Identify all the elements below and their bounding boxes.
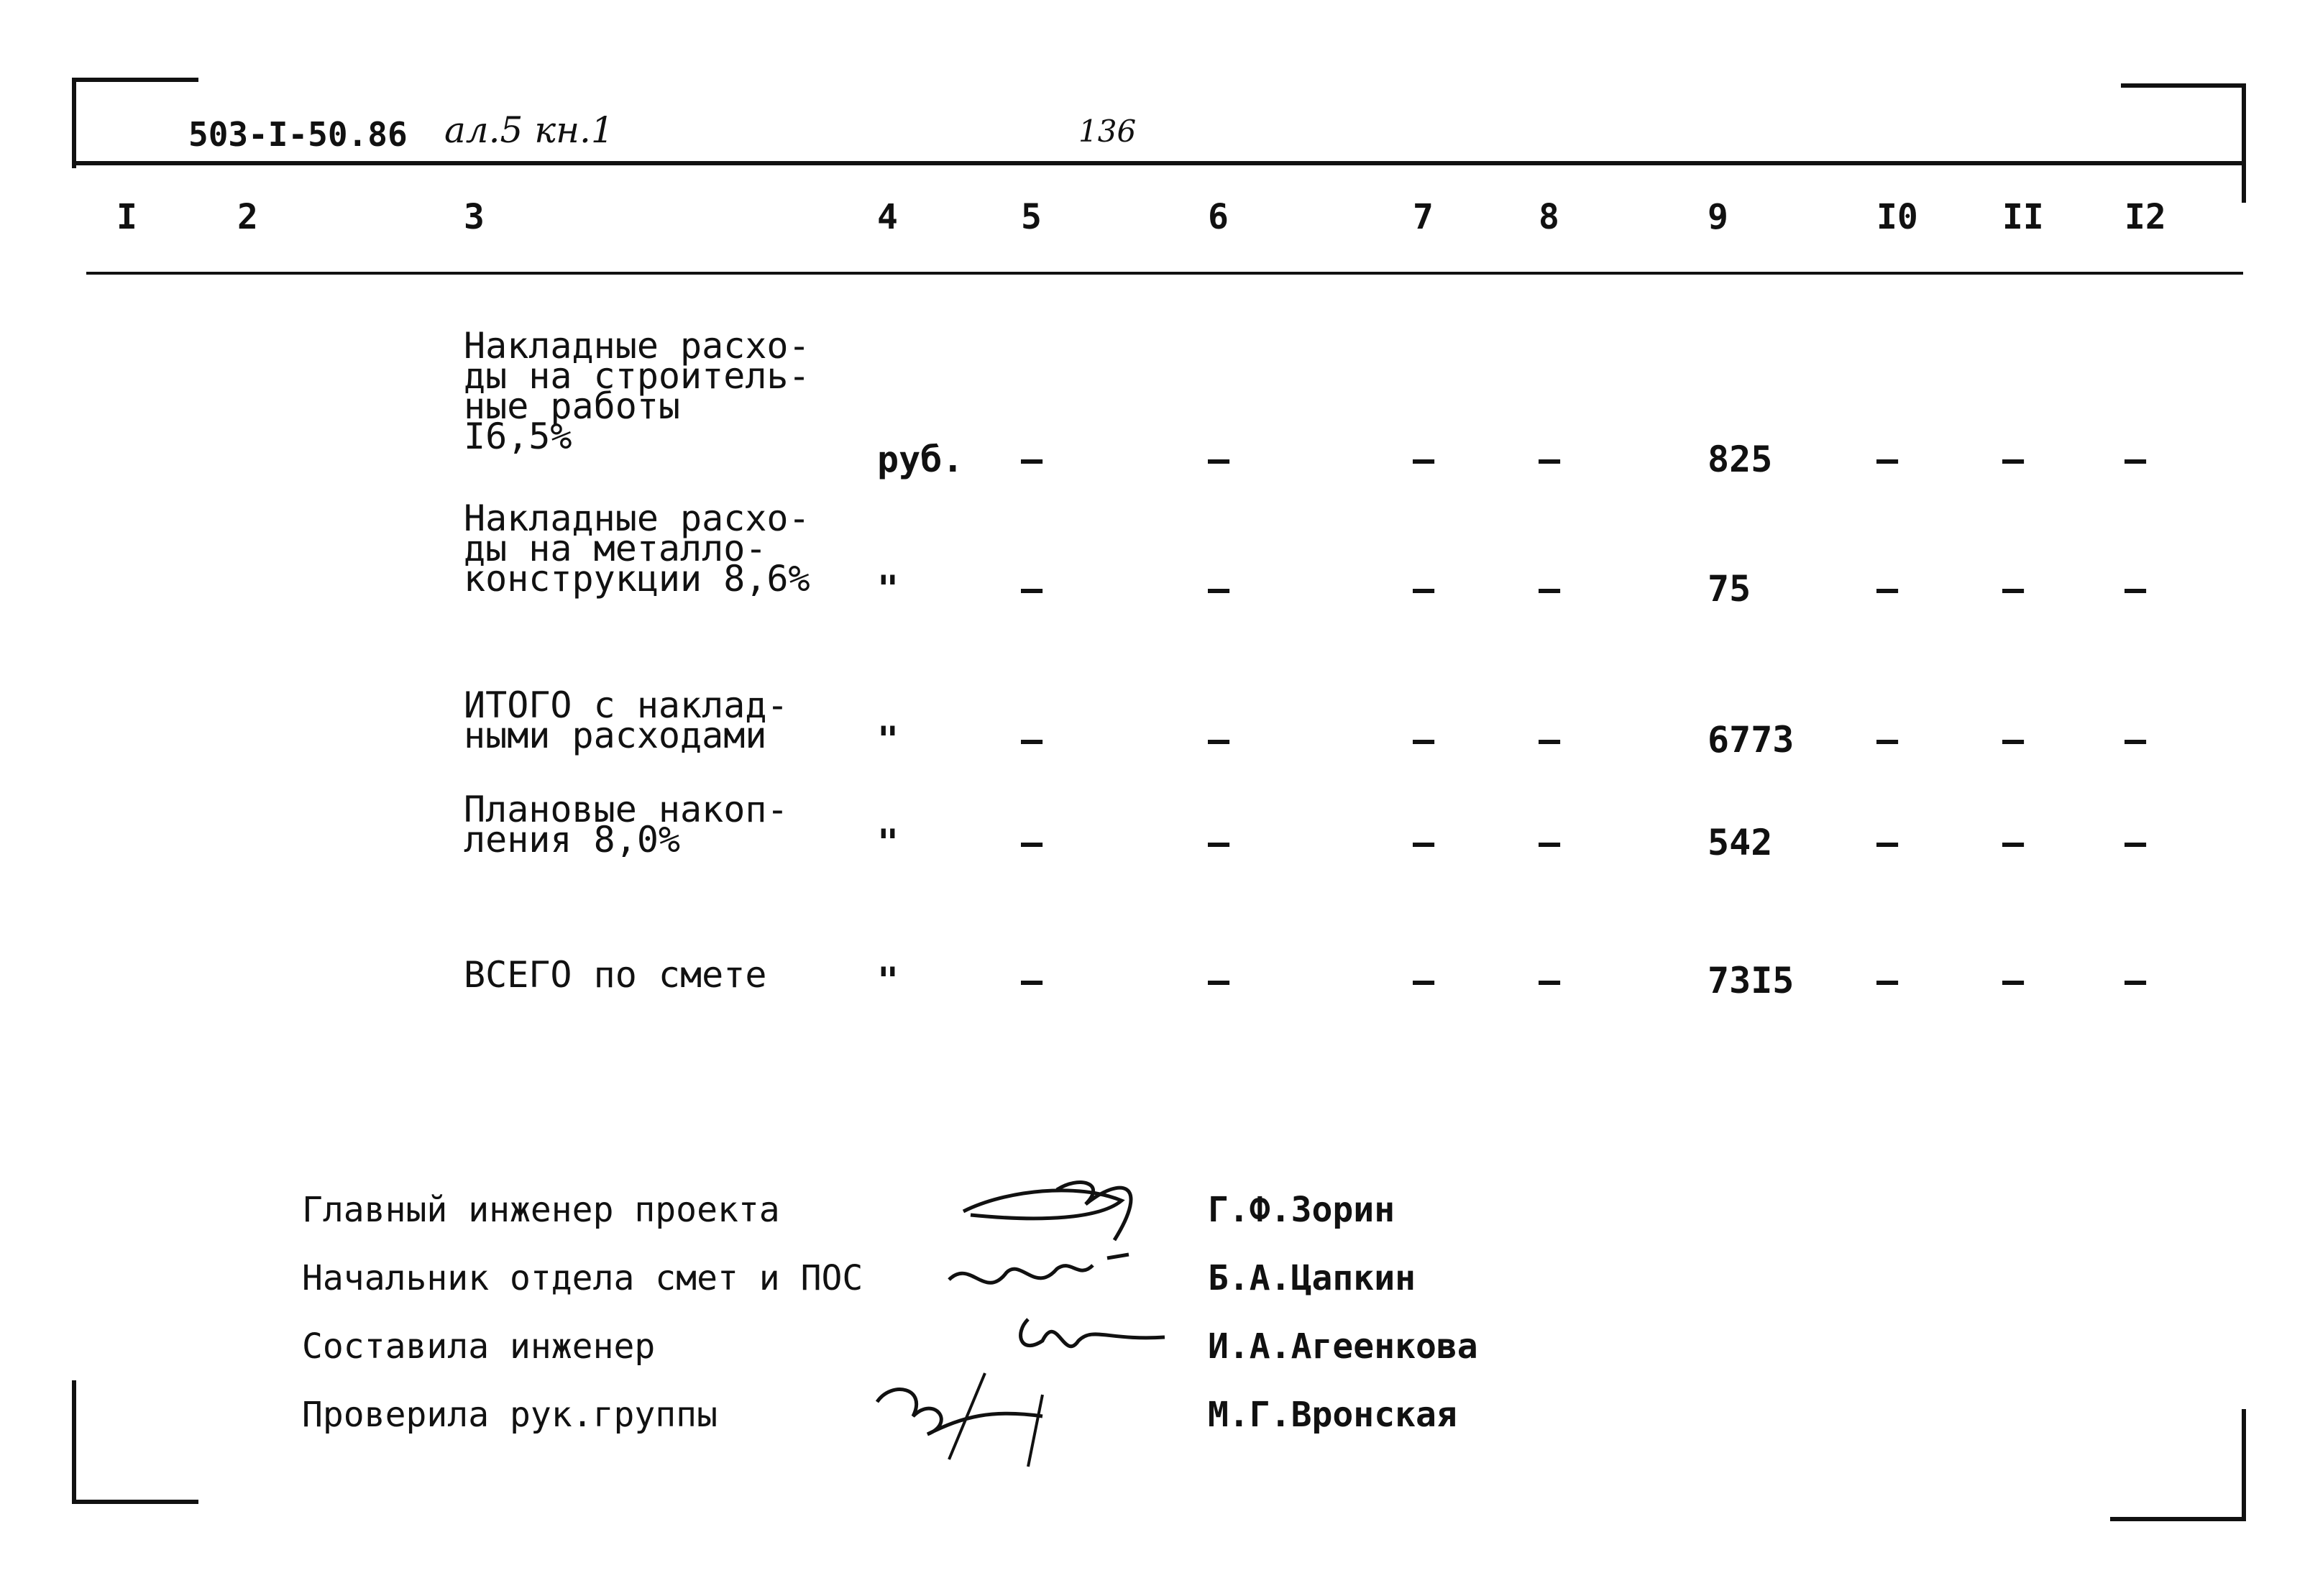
cell-col-6: –	[1208, 822, 1230, 863]
signature-role: Составила инженер	[302, 1326, 656, 1367]
cell-col-7: –	[1413, 568, 1435, 610]
cell-col-7: –	[1413, 719, 1435, 761]
cell-col-8: –	[1539, 568, 1561, 610]
column-number-12: I2	[2125, 197, 2166, 237]
handwritten-signature-icon	[863, 1366, 1179, 1474]
cell-col-10: –	[1876, 439, 1899, 480]
cell-col-10: –	[1876, 960, 1899, 1001]
cell-col-12: –	[2125, 960, 2147, 1001]
cell-col-8: –	[1539, 719, 1561, 761]
handwritten-volume-note: ал.5 кн.1	[444, 109, 614, 151]
cell-col-7: –	[1413, 822, 1435, 863]
cell-col-9-amount: 825	[1708, 439, 1773, 480]
row-unit: "	[877, 568, 899, 610]
column-number-3: 3	[464, 197, 485, 237]
cell-col-9-amount: 6773	[1708, 719, 1795, 761]
cell-col-12: –	[2125, 719, 2147, 761]
page-number: 136	[1078, 114, 1137, 149]
cell-col-5: –	[1021, 719, 1043, 761]
column-number-5: 5	[1021, 197, 1042, 237]
cell-col-7: –	[1413, 960, 1435, 1001]
row-description: ИТОГО с наклад- ными расходами	[464, 684, 789, 756]
column-number-8: 8	[1539, 197, 1559, 237]
cell-col-6: –	[1208, 960, 1230, 1001]
cell-col-10: –	[1876, 822, 1899, 863]
cell-col-6: –	[1208, 719, 1230, 761]
cell-col-6: –	[1208, 568, 1230, 610]
signature-name: И.А.Агеенкова	[1208, 1326, 1478, 1367]
cell-col-7: –	[1413, 439, 1435, 480]
cell-col-12: –	[2125, 439, 2147, 480]
row-unit: руб.	[877, 439, 964, 480]
cell-col-11: –	[2002, 960, 2025, 1001]
row-description: Накладные расхо- ды на строитель- ные работы I6,5%	[464, 325, 810, 457]
column-number-4: 4	[877, 197, 898, 237]
signature-role: Начальник отдела смет и ПОС	[302, 1258, 863, 1298]
row-unit: "	[877, 822, 899, 863]
signature-name: Б.А.Цапкин	[1208, 1258, 1416, 1298]
column-number-10: I0	[1876, 197, 1918, 237]
cell-col-11: –	[2002, 719, 2025, 761]
document-code: 503-I-50.86	[188, 115, 408, 154]
column-number-11: II	[2002, 197, 2044, 237]
cell-col-9-amount: 75	[1708, 568, 1751, 610]
signature-role: Проверила рук.группы	[302, 1395, 718, 1435]
cell-col-5: –	[1021, 822, 1043, 863]
cell-col-11: –	[2002, 568, 2025, 610]
cell-col-9-amount: 542	[1708, 822, 1773, 863]
cell-col-8: –	[1539, 439, 1561, 480]
frame-corner-top-right	[2121, 83, 2246, 203]
cell-col-5: –	[1021, 960, 1043, 1001]
cell-col-12: –	[2125, 568, 2147, 610]
cell-col-6: –	[1208, 439, 1230, 480]
cell-col-8: –	[1539, 960, 1561, 1001]
signature-row	[0, 1395, 2310, 1459]
column-number-9: 9	[1708, 197, 1728, 237]
row-description: Плановые накоп- ления 8,0%	[464, 789, 789, 861]
signature-name: Г.Ф.Зорин	[1208, 1190, 1395, 1230]
column-number-6: 6	[1208, 197, 1229, 237]
column-number-7: 7	[1413, 197, 1434, 237]
cell-col-10: –	[1876, 719, 1899, 761]
signature-name: М.Г.Вронская	[1208, 1395, 1457, 1435]
cell-col-11: –	[2002, 439, 2025, 480]
cell-col-12: –	[2125, 822, 2147, 863]
cell-col-5: –	[1021, 439, 1043, 480]
header-rule	[72, 161, 2243, 165]
frame-corner-top-left	[72, 78, 198, 168]
row-unit: "	[877, 719, 899, 761]
column-header-rule	[86, 272, 2243, 275]
cell-col-8: –	[1539, 822, 1561, 863]
cell-col-9-amount: 73I5	[1708, 960, 1795, 1001]
row-description: Накладные расхо- ды на металло- конструкции 8,6%	[464, 497, 810, 600]
row-description: ВСЕГО по смете	[464, 954, 767, 996]
cell-col-11: –	[2002, 822, 2025, 863]
column-number-1: I	[116, 197, 137, 237]
row-unit: "	[877, 960, 899, 1001]
column-number-2: 2	[237, 197, 258, 237]
cell-col-5: –	[1021, 568, 1043, 610]
signature-role: Главный инженер проекта	[302, 1190, 780, 1230]
cell-col-10: –	[1876, 568, 1899, 610]
